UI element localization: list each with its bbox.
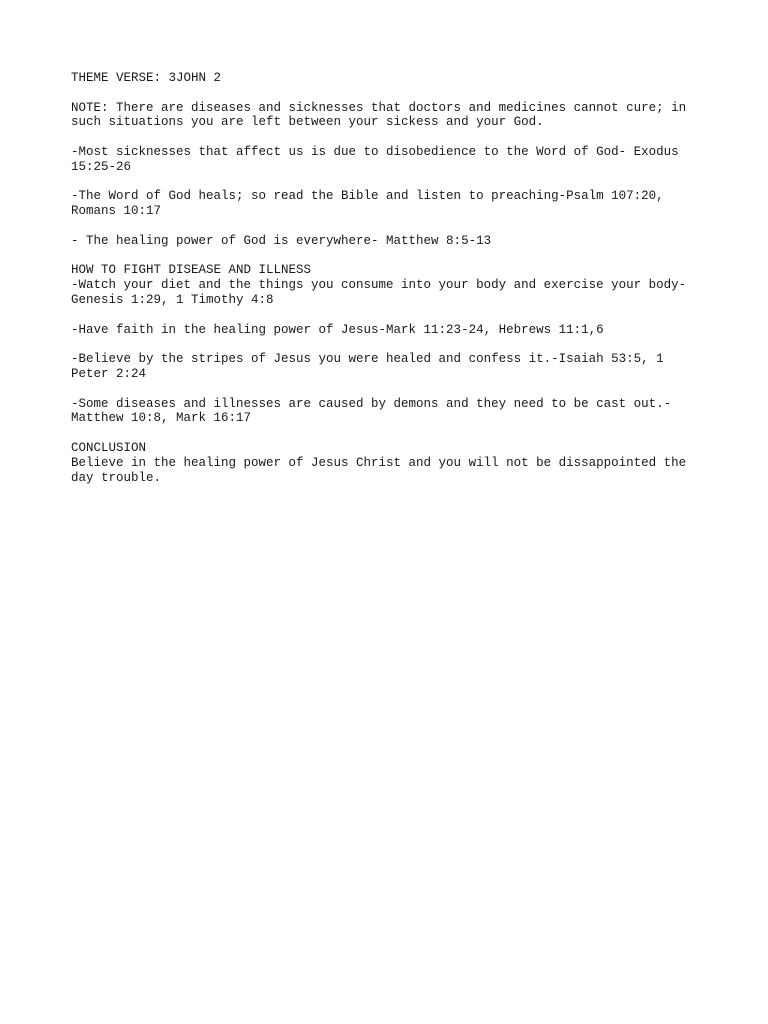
point-healing-power: - The healing power of God is everywhere- Matthew 8:5-13 <box>71 233 492 248</box>
spacer <box>71 219 711 234</box>
fight-demons: -Some diseases and illnesses are caused by demons and they need to be cast out.- Matthew 10:8, Mark 16:17 <box>71 396 672 426</box>
conclusion-heading: CONCLUSION <box>71 440 147 455</box>
spacer <box>71 175 711 190</box>
section-heading: HOW TO FIGHT DISEASE AND ILLNESS <box>71 263 312 278</box>
fight-stripes: -Believe by the stripes of Jesus you were healed and confess it.-Isaiah 53:5, 1 Peter 2:24 <box>71 352 664 381</box>
point-word-heals: -The Word of God heals; so read the Bible and listen to preaching-Psalm 107:20, Romans 10:17 <box>71 189 664 219</box>
point-disobedience: -Most sicknesses that affect us is due to disobedience to the Word of God- Exodus 15:25-26 <box>71 144 679 174</box>
spacer <box>71 130 711 145</box>
spacer <box>71 382 711 397</box>
spacer <box>71 249 711 264</box>
spacer <box>71 426 711 441</box>
note-paragraph: NOTE: There are diseases and sicknesses that doctors and medicines cannot cure; in such situations you are left between your sickess and your God. <box>71 100 687 130</box>
spacer <box>71 86 711 101</box>
spacer <box>71 308 711 323</box>
theme-verse: THEME VERSE: 3JOHN 2 <box>71 71 222 85</box>
spacer <box>71 337 711 352</box>
conclusion-text: Believe in the healing power of Jesus Christ and you will not be dissappointed the day trouble. <box>71 455 687 485</box>
document-page <box>71 71 711 485</box>
fight-diet: -Watch your diet and the things you consume into your body and exercise your body- Genesis 1:29, 1 Timothy 4:8 <box>71 278 687 307</box>
fight-faith: -Have faith in the healing power of Jesus-Mark 11:23-24, Hebrews 11:1,6 <box>71 322 604 337</box>
